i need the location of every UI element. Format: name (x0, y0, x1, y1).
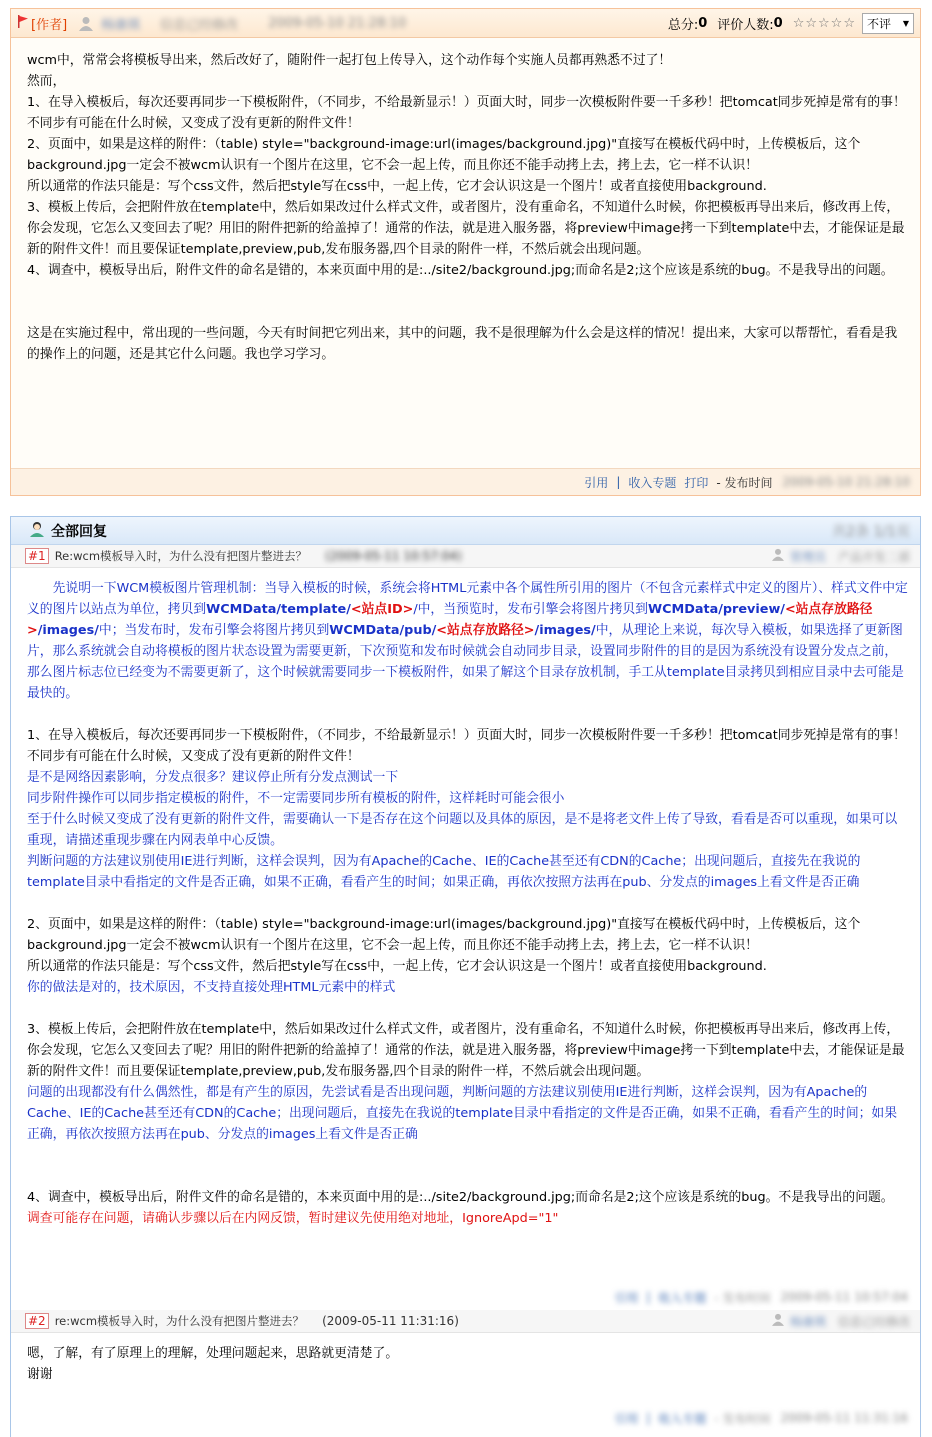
raters-label: 评价人数: (717, 17, 774, 33)
reply-user (772, 1313, 920, 1330)
publish-label: - 发布时间 (714, 1411, 771, 1426)
replies-pager[interactable]: 共2条 1/1页 (832, 523, 910, 540)
users-icon (29, 521, 45, 541)
publish-label: - 发布时间 (716, 475, 773, 490)
reply-header (11, 1310, 920, 1333)
topic-paragraph: 然而， (27, 74, 66, 89)
reply-header (11, 545, 920, 568)
topic-paragraph: 4、调查中，模板导出后，附件文件的命名是错的，本来页面中用的是:../site2/background.jpg;而命名是2;这个应该是系统的bug。不是我导出的问题。 (27, 263, 894, 278)
topic-footer: 引用 | 收入专题 打印 - 发布时间 2009-05-10 21:28:10 (11, 468, 920, 495)
topic-paragraph: 所以通常的作法只能是：写个css文件，然后把style写在css中，一起上传，它才会认识这是一个图片！或者直接使用background. (27, 179, 767, 194)
reply-user (772, 548, 920, 565)
publish-time: 2009-05-10 21:28:10 (782, 475, 910, 489)
collect-link[interactable]: 收入专题 (658, 1411, 707, 1426)
topic-paragraph: 1、在导入模板后，每次还要再同步一下模板附件，（不同步，不给最新显示！）页面大时，同步一次模板附件要一千多秒！把tomcat同步死掉是常有的事！不同步有可能在什么时候，又变成了没有更新的附件文件！ (27, 95, 906, 131)
reply-user-extra: 信息已经修改 (837, 1314, 910, 1329)
user-icon (79, 16, 93, 31)
answer-line: 同步附件操作可以同步指定模板的附件，不一定需要同步所有模板的附件，这样耗时可能会很小 (27, 791, 565, 806)
reply-footer: 引用 | 收入专题 - 发布时间 2009-05-11 11:31:16 (614, 1411, 908, 1426)
print-link[interactable]: 打印 (684, 475, 709, 490)
reply-user-extra: 产品开发二部 (837, 549, 910, 564)
topic-paragraph: wcm中，常常会将模板导出来，然后改好了，随附件一起打包上传导入，这个动作每个实施人员都再熟悉不过了！ (27, 53, 672, 68)
publish-time: 2009-05-11 11:31:16 (780, 1411, 908, 1425)
reply-body (11, 1333, 920, 1405)
total-label: 总分: (667, 17, 699, 33)
quoted-question: 3、模板上传后，会把附件放在template中，然后如果改过什么样式文件，或者图片，没有重命名，不知道什么时候，你把模板再导出来后，修改再上传，你会发现，它怎么又变回去了呢？用旧的附件把新的给盖掉了！通常的作法，就是进入服务器，将preview中image拷一下到template中去，才能保证是最新的附件文件！而且要保证template,preview,pub,发布服务器,四个目录的附件一样，不然后就会出现问题。 (27, 1022, 905, 1079)
topic-body (11, 38, 920, 466)
replies-header (11, 517, 920, 545)
quoted-question: 4、调查中，模板导出后，附件文件的命名是错的，本来页面中用的是:../site2/background.jpg;而命名是2;这个应该是系统的bug。不是我导出的问题。 (27, 1190, 894, 1205)
replies-panel (10, 516, 921, 1437)
star-rating-icon[interactable]: ☆☆☆☆☆ (792, 15, 856, 31)
author-tag: [作者] (31, 17, 68, 33)
quote-link[interactable]: 引用 (614, 1411, 639, 1426)
answer-line: 问题的出现都没有什么偶然性，都是有产生的原因，先尝试看是否出现问题，判断问题的方法建议别使用IE进行判断，这样会误判，因为有Apache的Cache、IE的Cache甚至还有CDN的Cache；出现问题后，直接先在我说的template目录中看指定的文件是否正确，如果不正确，看看产生的时间；如果正确，再依次按照方法再在pub、分发点的images上看文件是否正确 (27, 1085, 898, 1142)
replies-title: 全部回复 (51, 523, 107, 540)
reply-intro: 先说明一下WCM模板图片管理机制：当导入模板的时候，系统会将HTML元素中各个属性所引用的图片（不包含元素样式中定义的图片）、样式文件中定义的图片以站点为单位，拷贝到WCMData/template/<站点ID>/中，当预览时，发布引擎会将图片拷贝到WCMData/preview/<站点存放路径>/images/中；当发布时，发布引擎会将图片拷贝到WCMData/pub/<站点存放路径>/images/中，从理论上来说，每次导入模板，如果选择了更新图片，那么系统就会自动将模板的图片状态设置为需要更新，下次预览和发布时候就会自动同步目录，设置同步附件的目的是因为系统没有设置分发点之前，那么图片标志位已经变为不需要更新了，这个时候就需要同步一下模板附件，如果了解这个目录存放机制，手工从template目录拷贝到相应目录中去可能是最快的。 (27, 581, 908, 701)
topic-header (11, 9, 920, 38)
reply-footer: 引用 | 收入专题 - 发布时间 2009-05-11 10:57:04 (614, 1290, 908, 1305)
flag-icon (17, 15, 29, 32)
rate-select[interactable] (862, 13, 914, 34)
reply-time: (2009-05-11 10:57:04) (325, 549, 462, 563)
reply-username[interactable]: 杨康琪 (789, 1314, 826, 1329)
user-icon (772, 548, 784, 564)
reply-title: re:wcm模板导入时，为什么没有把图片整进去？ (54, 1314, 305, 1328)
reply-paragraph: 谢谢 (27, 1367, 53, 1382)
answer-line: 调查可能存在问题，请确认步骤以后在内网反馈，暂时建议先使用绝对地址，IgnoreApd="1" (27, 1211, 559, 1226)
collect-link[interactable]: 收入专题 (628, 475, 677, 490)
quote-link[interactable]: 引用 (584, 475, 609, 490)
answer-line: 至于什么时候又变成了没有更新的附件文件，需要确认一下是否存在这个问题以及具体的原因，是不是将老文件上传了导致，看看是否可以重现，如果可以重现，请描述重现步骤在内网表单中心反馈。 (27, 812, 898, 848)
publish-time: 2009-05-11 10:57:04 (780, 1290, 908, 1304)
post-time: 2009-05-10 21:28:10 (268, 15, 407, 31)
reply-paragraph: 嗯，了解，有了原理上的理解，处理问题起来，思路就更清楚了。 (27, 1346, 399, 1361)
quoted-question: 所以通常的作法只能是：写个css文件，然后把style写在css中，一起上传，它才会认识这是一个图片！或者直接使用background. (27, 959, 767, 974)
topic-paragraph: 3、模板上传后，会把附件放在template中，然后如果改过什么样式文件，或者图片，没有重命名，不知道什么时候，你把模板再导出来后，修改再上传，你会发现，它怎么又变回去了呢？用旧的附件把新的给盖掉了！通常的作法，就是进入服务器，将preview中image拷一下到template中去，才能保证是最新的附件文件！而且要保证template,preview,pub,发布服务器,四个目录的附件一样，不然后就会出现问题。 (27, 200, 905, 257)
topic-paragraph: 2、页面中，如果是这样的附件：（table) style="background-image:url(images/background.jpg)"直接写在模板代码中时，上传模板后，这个background.jpg一定会不被wcm认识有一个图片在这里，它不会一起上传，而且你还不能手动拷上去，拷上去，它一样不认识！ (27, 137, 861, 173)
author-extra: 信息已经修改 (160, 17, 239, 33)
rating-area (668, 13, 914, 34)
answer-line: 判断问题的方法建议别使用IE进行判断，这样会误判，因为有Apache的Cache、IE的Cache甚至还有CDN的Cache；出现问题后，直接先在我说的template目录中看指定的文件是否正确，如果不正确，看看产生的时间；如果正确，再依次按照方法再在pub、分发点的images上看文件是否正确 (27, 854, 861, 890)
author-name[interactable]: 杨康琪 (101, 17, 141, 33)
quote-link[interactable]: 引用 (614, 1290, 639, 1305)
collect-link[interactable]: 收入专题 (658, 1290, 707, 1305)
quoted-question: 1、在导入模板后，每次还要再同步一下模板附件，（不同步，不给最新显示！）页面大时，同步一次模板附件要一千多秒！把tomcat同步死掉是常有的事！不同步有可能在什么时候，又变成了没有更新的附件文件！ (27, 728, 906, 764)
reply-time: (2009-05-11 11:31:16) (322, 1314, 459, 1328)
user-icon (772, 1313, 784, 1329)
rate-select-value: 不评 (867, 16, 892, 31)
reply-number: #1 (25, 548, 49, 564)
topic-post (10, 8, 921, 496)
chevron-down-icon: ▼ (902, 18, 909, 28)
reply-title: Re:wcm模板导入时，为什么没有把图片整进去？ (54, 549, 308, 563)
topic-paragraph: 这是在实施过程中，常出现的一些问题，今天有时间把它列出来，其中的问题，我不是很理解为什么会是这样的情况！提出来，大家可以帮帮忙，看看是我的操作上的问题，还是其它什么问题。我也学习学习。 (27, 326, 898, 362)
answer-line: 是不是网络因素影响，分发点很多？建议停止所有分发点测试一下 (27, 770, 399, 785)
total-score: 0 (698, 15, 708, 31)
publish-label: - 发布时间 (714, 1290, 771, 1305)
quoted-question: 2、页面中，如果是这样的附件：（table) style="background-image:url(images/background.jpg)"直接写在模板代码中时，上传模板后，这个background.jpg一定会不被wcm认识有一个图片在这里，它不会一起上传，而且你还不能手动拷上去，拷上去，它一样不认识！ (27, 917, 861, 953)
reply-number: #2 (25, 1313, 49, 1329)
answer-line: 你的做法是对的，技术原因，不支持直接处理HTML元素中的样式 (27, 980, 396, 995)
reply-username[interactable]: 管理员 (789, 549, 826, 564)
reply-body (11, 568, 920, 1284)
raters-count: 0 (773, 15, 783, 31)
